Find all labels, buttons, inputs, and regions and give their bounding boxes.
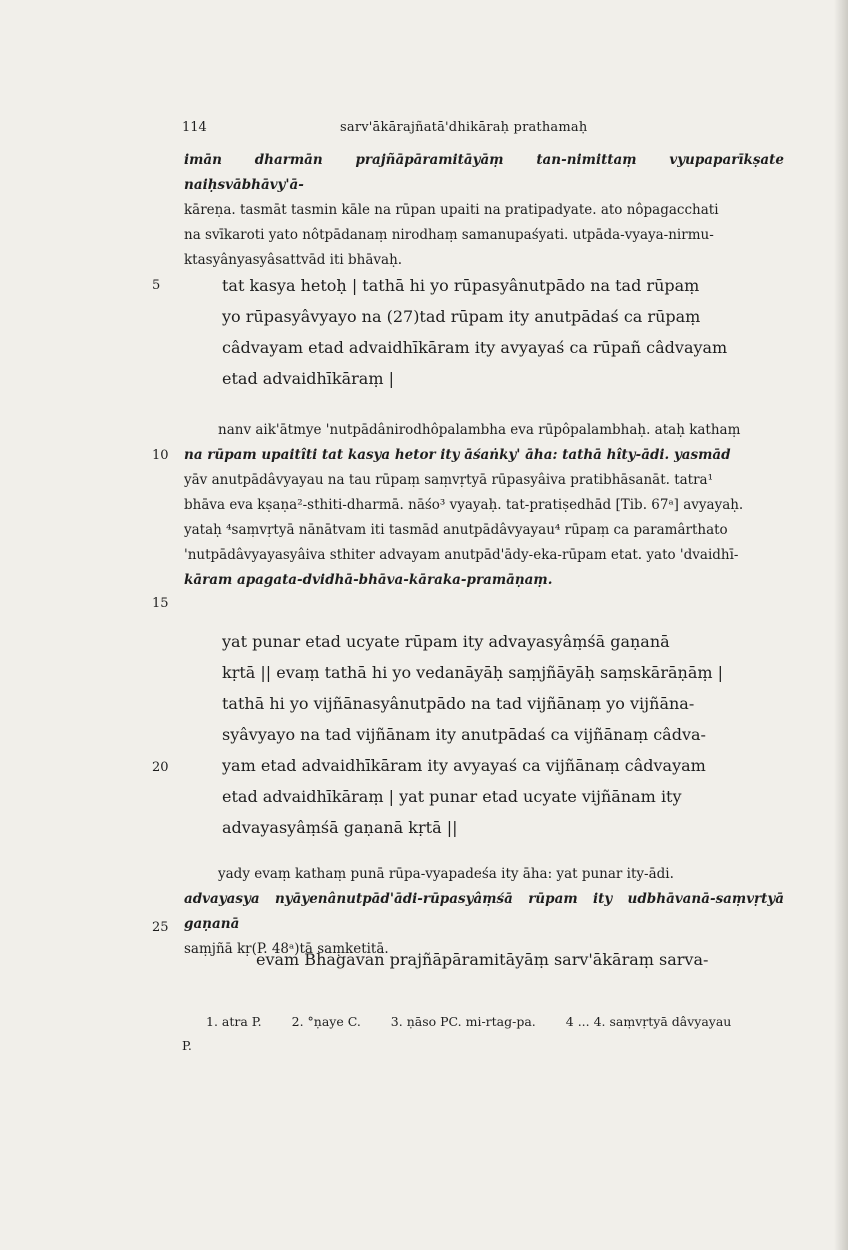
line-number: 15 (152, 596, 169, 611)
text-line: bhāva eva kṣaṇa²-sthiti-dharmā. nāśo³ vyayaḥ. tat-pratiṣedhād [Tib. 67ᵃ] avyayaḥ. (184, 497, 744, 513)
commentary-paragraph-1 (184, 148, 784, 273)
text-line: yataḥ ⁴saṃvṛtyā nānātvam iti tasmād anutpādâvyayau⁴ rūpaṃ ca paramârthato (184, 522, 728, 538)
text-line: etad advaidhīkāraṃ | yat punar etad ucyate vijñānam ity (222, 787, 682, 806)
text-line: yāv anutpādâvyayau na tau rūpaṃ saṃvṛtyā rūpasyâiva pratibhāsanāt. tatra¹ (184, 472, 714, 488)
text-line: na rūpam upaitîti tat kasya hetor ity āśaṅky' āha: tathā hîty-ādi. yasmād (184, 447, 731, 463)
text-line: tathā hi yo vijñānasyânutpādo na tad vijñānaṃ yo vijñāna- (222, 694, 695, 713)
text-line: ktasyânyasyâsattvād iti bhāvaḥ. (184, 252, 403, 268)
text-line: advayasya nyāyenânutpād'ādi-rūpasyâṃśā rūpam ity udbhāvanā-saṃvṛtyā gaṇanā (184, 891, 784, 932)
text-line: kṛtā || evaṃ tathā hi yo vedanāyāḥ saṃjñāyāḥ saṃskārāṇāṃ | (222, 663, 724, 682)
page-number: 114 (182, 120, 207, 135)
line-number: 20 (152, 760, 169, 775)
footnotes (182, 1010, 792, 1058)
footnote-item: 1. atra P. (206, 1014, 262, 1029)
line-number: 10 (152, 448, 169, 463)
sutra-text-1 (222, 270, 784, 394)
text-line: imān dharmān prajñāpāramitāyāṃ tan-nimittaṃ vyupaparīkṣate naiḥsvābhāvy'ā- (184, 152, 784, 193)
footnote-continuation: P. (182, 1038, 192, 1053)
text-line: yat punar etad ucyate rūpam ity advayasyâṃśā gaṇanā (222, 632, 670, 651)
page-edge-shadow (834, 0, 848, 1250)
footnote-item: 2. °ṇaye C. (291, 1014, 361, 1029)
running-head: sarv'ākārajñatā'dhikāraḥ prathamaḥ (340, 120, 588, 135)
sutra-text-3 (256, 944, 784, 975)
line-number: 25 (152, 920, 169, 935)
commentary-paragraph-2 (184, 418, 784, 593)
text-line: etad advaidhīkāraṃ | (222, 369, 394, 388)
line-number: 5 (152, 278, 161, 293)
text-line: yo rūpasyâvyayo na (27)tad rūpam ity anutpādaś ca rūpaṃ (222, 307, 701, 326)
text-line: saṃjñā kṛ(P. 48ᵃ)tā saṃketitā. (184, 941, 389, 957)
text-line: evam Bhagavan prajñāpāramitāyāṃ sarv'ākāraṃ sarva- (256, 950, 709, 969)
text-line: yam etad advaidhīkāram ity avyayaś ca vijñānaṃ câdvayam (222, 756, 706, 775)
text-line: 'nutpādâvyayasyâiva sthiter advayam anutpād'ādy-eka-rūpam etat. yato 'dvaidhī- (184, 547, 739, 563)
footnote-item: 3. ṇāso PC. mi-rtag-pa. (390, 1014, 536, 1029)
text-line: na svīkaroti yato nôtpādanaṃ nirodhaṃ samanupaśyati. utpāda-vyaya-nirmu- (184, 227, 714, 243)
sutra-text-2 (222, 626, 784, 843)
footnote-item: 4 ... 4. saṃvṛtyā dâvyayau (565, 1014, 732, 1029)
text-line: advayasyâṃśā gaṇanā kṛtā || (222, 818, 458, 837)
text-line: câdvayam etad advaidhīkāram ity avyayaś ca rūpañ câdvayam (222, 338, 728, 357)
text-line: kāram apagata-dvidhā-bhāva-kāraka-pramāṇaṃ. (184, 572, 553, 588)
text-line: nanv aik'ātmye 'nutpādânirodhôpalambha eva rūpôpalambhaḥ. ataḥ kathaṃ (218, 422, 741, 438)
text-line: kāreṇa. tasmāt tasmin kāle na rūpan upaiti na pratipadyate. ato nôpagacchati (184, 202, 719, 218)
footnote-list (182, 1010, 792, 1034)
text-line: tat kasya hetoḥ | tathā hi yo rūpasyânutpādo na tad rūpaṃ (222, 276, 700, 295)
text-line: syâvyayo na tad vijñānam ity anutpādaś ca vijñānaṃ câdva- (222, 725, 706, 744)
text-line: yady evaṃ kathaṃ punā rūpa-vyapadeśa ity āha: yat punar ity-ādi. (218, 866, 674, 882)
